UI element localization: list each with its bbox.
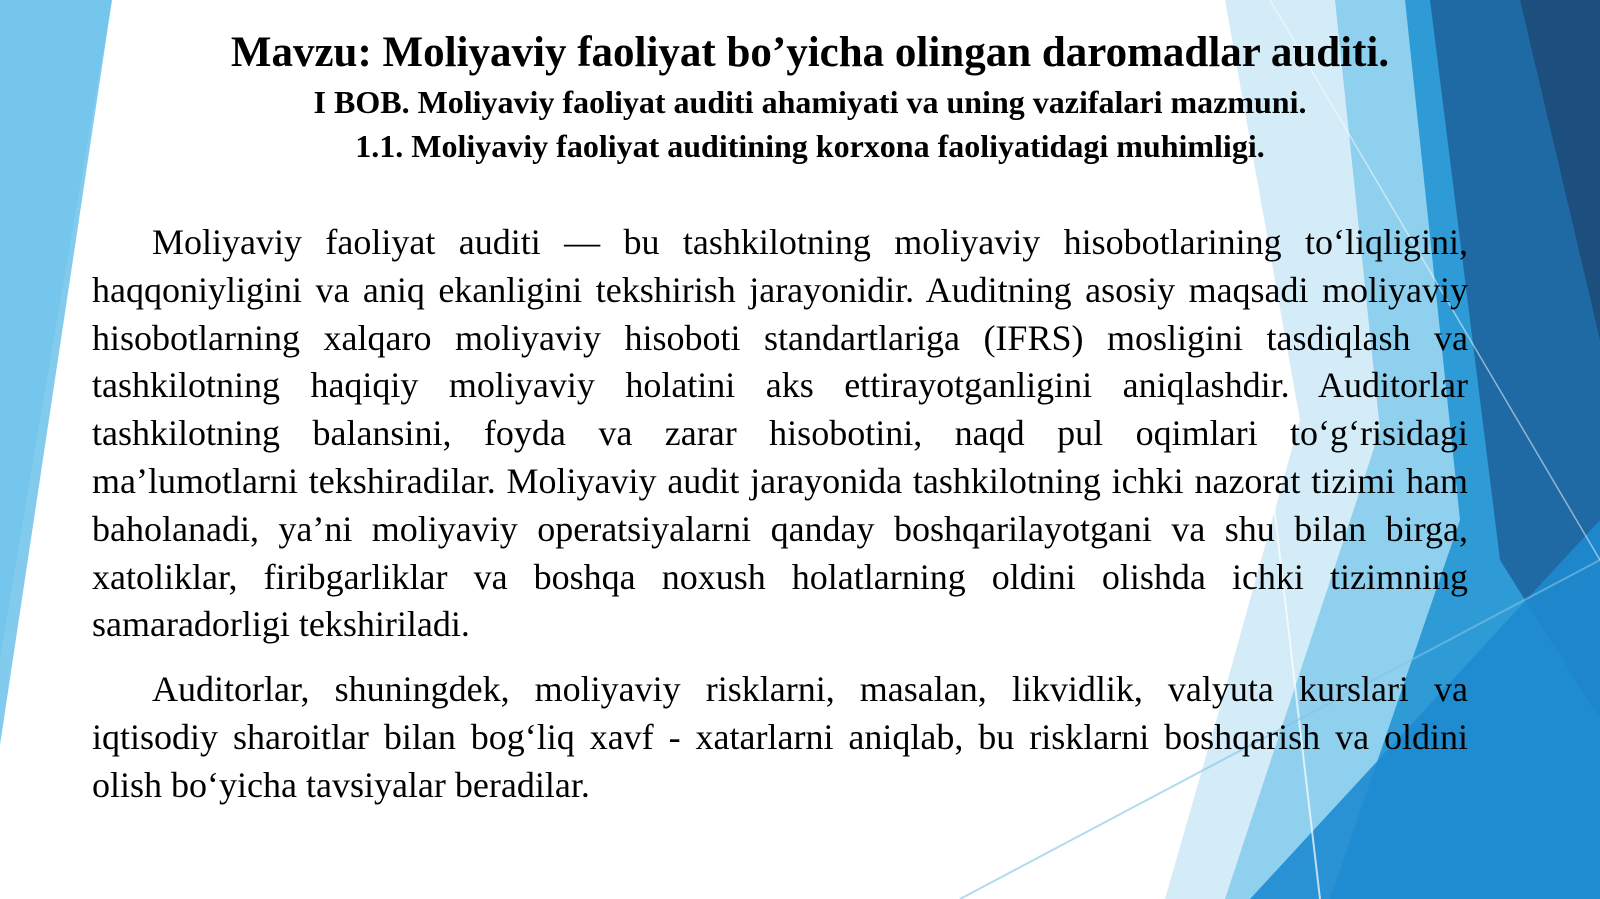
body-paragraph-1: Moliyaviy faoliyat auditi — bu tashkilotning moliyaviy hisobotlarining to‘liqligini, haqqoniyligini va aniq ekanligini tekshirish jarayonidir. Auditning asosiy maqsadi moliyaviy hisobotlarning xalqaro moliyaviy hisoboti standartlariga (IFRS) mosligini tasdiqlash va tashkilotning haqiqiy moliyaviy holatini aks ettirayotganligini aniqlashdir. Auditorlar tashkilotning balansini, foyda va zarar hisobotini, naqd pul oqimlari to‘g‘risidagi ma’lumotlarni tekshiradilar. Moliyaviy audit jarayonida tashkilotning ichki nazorat tizimi ham baholanadi, ya’ni moliyaviy operatsiyalarni qanday boshqarilayotgani va shu bilan birga, xatoliklar, firibgarliklar va boshqa noxush holatlarning oldini olishda ichki tizimning samaradorligi tekshiriladi.	[92, 222, 1468, 645]
body-paragraph-2: Auditorlar, shuningdek, moliyaviy risklarni, masalan, likvidlik, valyuta kurslari va iqtisodiy sharoitlar bilan bog‘liq xavf - xatarlarni aniqlab, bu risklarni boshqarish va oldini olish bo‘yicha tavsiyalar beradilar.	[92, 669, 1468, 805]
section-heading: 1.1. Moliyaviy faoliyat auditining korxona faoliyatidagi muhimligi.	[355, 128, 1265, 164]
chapter-heading: I BOB. Moliyaviy faoliyat auditi ahamiyati va uning vazifalari mazmuni.	[313, 84, 1307, 120]
slide-title: Mavzu: Moliyaviy faoliyat bo’yicha olingan daromadlar auditi.	[230, 29, 1390, 76]
